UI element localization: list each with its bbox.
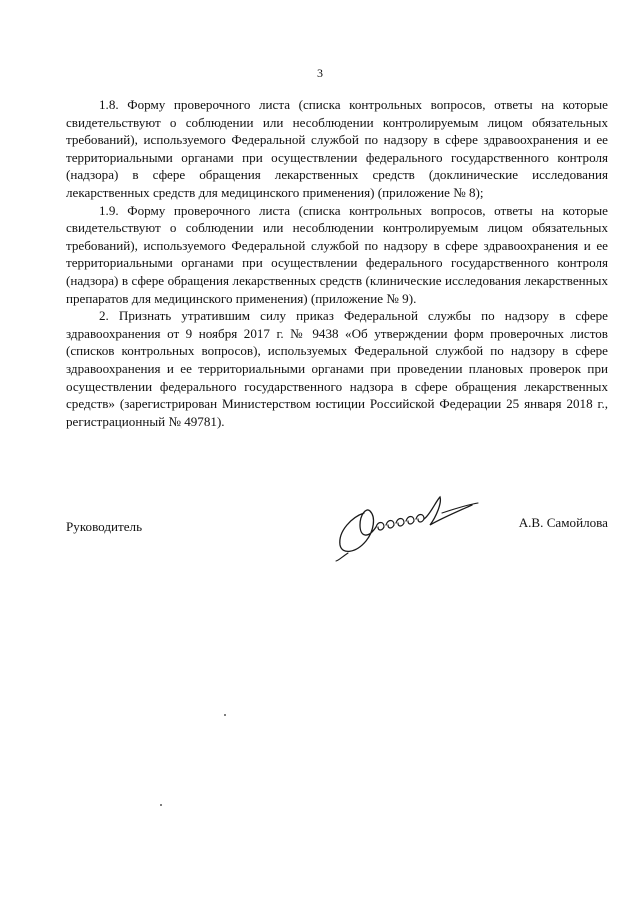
paragraph-2: 2. Признать утратившим силу приказ Федеральной службы по надзору в сфере здравоохранения от 9 ноября 2017 г. № 9438 «Об утверждении форм проверочных листов (списков контрольных вопросов), используемых Федеральной службой по надзору в сфере здравоохранения и ее территориальными органами при проведении плановых проверок при осуществлении федерального государственного надзора в сфере обращения лекарственных средств» (зарегистрирован Министерством юстиции Российской Федерации 25 января 2018 г., регистрационный № 49781). <box>66 308 608 429</box>
signature-block <box>66 505 608 565</box>
paragraph-1-8: 1.8. Форму проверочного листа (списка контрольных вопросов, ответы на которые свидетельствуют о соблюдении или несоблюдении контролируемым лицом обязательных требований), используемого Федеральной службой по надзору в сфере здравоохранения и ее территориальными органами при осуществлении федерального государственного контроля (надзора) в сфере обращения лекарственных средств (доклинические исследования лекарственных средств для медицинского применения) (приложение № 8); <box>66 97 608 200</box>
signer-name: А.В. Самойлова <box>518 515 608 530</box>
signer-title: Руководитель <box>66 519 143 534</box>
handwritten-signature <box>330 491 490 563</box>
paragraph-1-9: 1.9. Форму проверочного листа (списка контрольных вопросов, ответы на которые свидетельствуют о соблюдении или несоблюдении контролируемым лицом обязательных требований), используемого Федеральной службой по надзору в сфере здравоохранения и ее территориальными органами при осуществлении федерального государственного контроля (надзора) в сфере обращения лекарственных средств (клинические исследования лекарственных препаратов для медицинского применения) (приложение № 9). <box>66 202 608 306</box>
scan-speck <box>160 804 162 806</box>
scan-speck <box>224 714 226 716</box>
page-number: 3 <box>317 66 323 80</box>
document-body <box>66 96 608 430</box>
